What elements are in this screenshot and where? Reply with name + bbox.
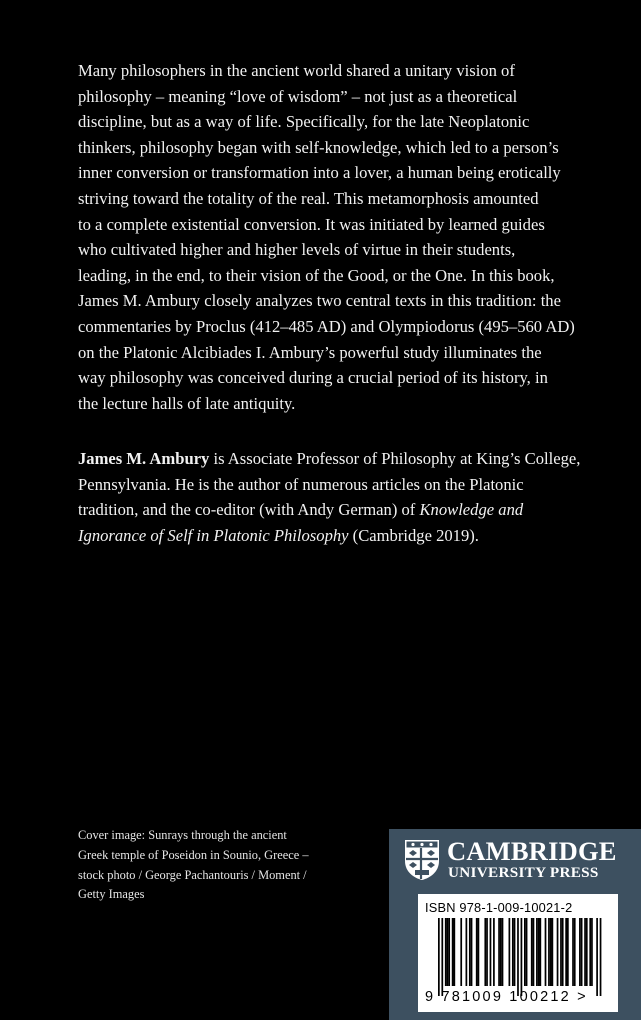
- barcode-bar: [509, 918, 511, 986]
- barcode-bar: [533, 918, 535, 986]
- barcode-bar: [567, 918, 569, 986]
- barcode-bar: [441, 918, 443, 996]
- barcode-bar: [500, 918, 502, 986]
- barcode-bar: [545, 918, 547, 986]
- credit-line: Getty Images: [78, 887, 145, 902]
- barcode-bar: [453, 918, 455, 986]
- bio-line: [78, 523, 584, 549]
- barcode-bar: [471, 918, 473, 986]
- barcode-number: 9 781009 100212: [425, 989, 571, 1005]
- barcode-bar: [596, 918, 598, 996]
- book-title: Ignorance of Self in Platonic Philosophy: [78, 525, 349, 545]
- barcode-bar: [448, 918, 450, 986]
- author-name: James M. Ambury: [78, 449, 210, 468]
- barcode-bar: [572, 918, 574, 986]
- cover-image-credit: [78, 826, 368, 905]
- bio-line: [78, 497, 584, 523]
- barcode-bar: [536, 918, 538, 986]
- description-line: who cultivated higher and higher levels of virtue in their students,: [78, 240, 516, 260]
- bio-text: (Cambridge 2019).: [348, 525, 479, 545]
- bio-text: is Associate Professor of Philosophy at King’s College,: [209, 449, 581, 468]
- barcode-bar: [557, 918, 559, 986]
- description-line: James M. Ambury closely analyzes two central texts in this tradition: the: [78, 291, 561, 311]
- barcode-bar: [574, 918, 576, 986]
- description-line: discipline, but as a way of life. Specifically, for the late Neoplatonic: [78, 112, 530, 132]
- barcode-bar: [502, 918, 504, 986]
- barcode-bar: [490, 918, 492, 986]
- description-line: striving toward the totality of the real. This metamorphosis amounted: [78, 188, 539, 208]
- publisher-name: CAMBRIDGE: [447, 836, 617, 866]
- description-line: commentaries by Proclus (412–485 AD) and Olympiodorus (495–560 AD): [78, 316, 575, 336]
- barcode-bar: [581, 918, 583, 986]
- publisher-panel: [389, 829, 641, 1020]
- barcode-bar: [460, 918, 462, 986]
- barcode-bar: [548, 918, 550, 986]
- barcode-bar: [498, 918, 500, 986]
- barcode-bar: [552, 918, 554, 986]
- barcode-bar: [486, 918, 488, 986]
- barcode-bar: [476, 918, 478, 986]
- barcode-bar: [452, 918, 454, 986]
- barcode-bar: [600, 918, 602, 996]
- description-line: leading, in the end, to their vision of the Good, or the One. In this book,: [78, 265, 555, 285]
- barcode-digits: [425, 989, 588, 1005]
- barcode-bar: [514, 918, 516, 986]
- barcode-bar: [445, 918, 447, 986]
- barcode-bar: [478, 918, 480, 986]
- description-line: Many philosophers in the ancient world shared a unitary vision of: [78, 61, 515, 80]
- barcode-bar: [447, 918, 449, 986]
- barcode-bar: [524, 918, 526, 986]
- barcode-bar: [579, 918, 581, 986]
- author-bio: [78, 446, 584, 548]
- book-title: Knowledge and: [419, 500, 524, 520]
- barcode-bar: [517, 918, 519, 996]
- credit-line: Cover image: Sunrays through the ancient: [78, 828, 287, 842]
- description-line: thinkers, philosophy began with self-knowledge, which led to a person’s: [78, 137, 559, 157]
- credit-line: stock photo / George Pachantouris / Moment /: [78, 867, 307, 882]
- barcode-bar: [484, 918, 486, 986]
- barcode-bar: [538, 918, 540, 986]
- description-line: way philosophy was conceived during a crucial period of its history, in: [78, 368, 548, 388]
- barcode-bar: [560, 918, 562, 986]
- barcode-bar: [526, 918, 528, 986]
- description-line: on the Platonic Alcibiades I. Ambury’s powerful study illuminates the: [78, 342, 542, 362]
- barcode-bar: [562, 918, 564, 986]
- barcode-bar: [531, 918, 533, 986]
- barcode-bar: [591, 918, 593, 986]
- description-line: the lecture halls of late antiquity.: [78, 393, 296, 413]
- barcode-bar: [512, 918, 514, 986]
- barcode-bar: [466, 918, 468, 986]
- barcode-bar: [521, 918, 523, 996]
- book-description: [78, 58, 584, 416]
- barcode-bar: [539, 918, 541, 986]
- barcode-bar: [586, 918, 588, 986]
- bio-line: Pennsylvania. He is the author of numerous articles on the Platonic: [78, 474, 524, 494]
- cambridge-crest-icon: [404, 839, 440, 881]
- barcode-bar: [493, 918, 495, 986]
- bio-text: tradition, and the co-editor (with Andy German) of: [78, 500, 420, 520]
- barcode-bar: [469, 918, 471, 986]
- barcode-bar: [584, 918, 586, 986]
- barcode-arrow: >: [577, 989, 588, 1005]
- description-line: inner conversion or transformation into a lover, a human being erotically: [78, 163, 561, 183]
- publisher-subname: UNIVERSITY PRESS: [448, 864, 599, 881]
- isbn-label: ISBN 978-1-009-10021-2: [425, 900, 573, 915]
- isbn-barcode: [418, 894, 618, 1012]
- description-line: to a complete existential conversion. It was initiated by learned guides: [78, 214, 545, 234]
- bio-line: [78, 446, 584, 472]
- description-line: philosophy – meaning “love of wisdom” – not just as a theoretical: [78, 86, 518, 106]
- barcode-bar: [589, 918, 591, 986]
- barcode-bar: [550, 918, 552, 986]
- credit-line: Greek temple of Poseidon in Sounio, Greece –: [78, 847, 309, 862]
- barcode-bar: [565, 918, 567, 986]
- barcode-bar: [438, 918, 440, 996]
